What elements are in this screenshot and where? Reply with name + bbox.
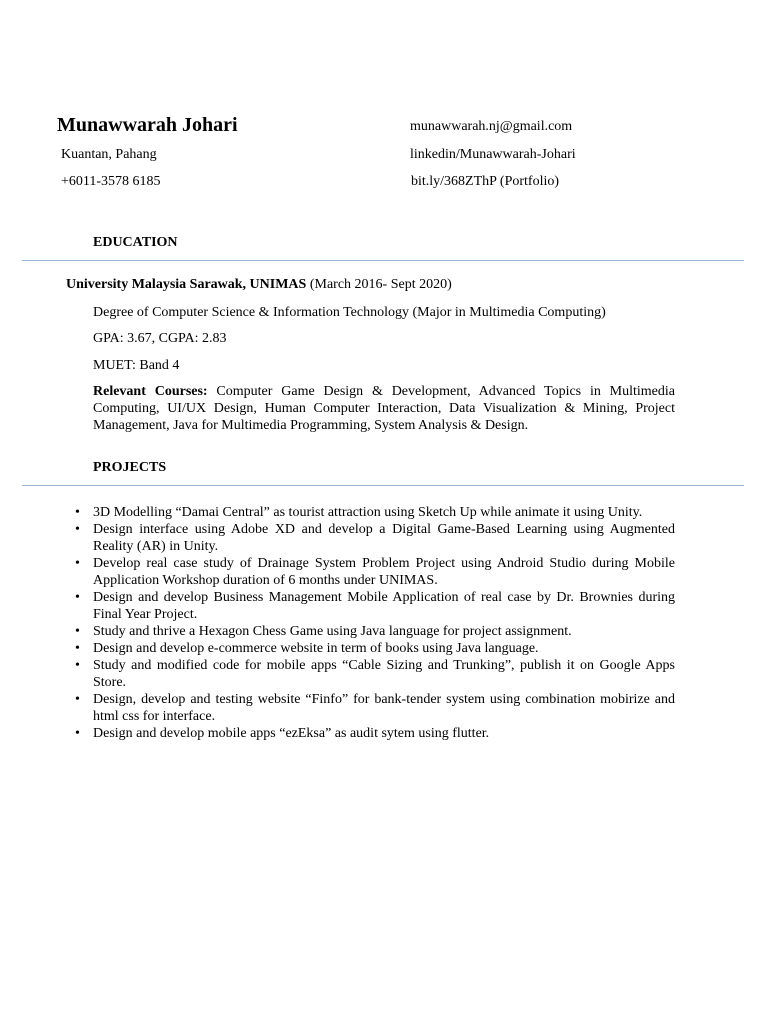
list-item: • Design and develop e-commerce website in term of books using Java language.: [93, 640, 675, 657]
list-item: • Develop real case study of Drainage System Problem Project using Android Studio during Mobile Application Workshop duration of 6 months under UNIMAS.: [93, 555, 675, 589]
list-item: • Study and thrive a Hexagon Chess Game using Java language for project assignment.: [93, 623, 675, 640]
degree: Degree of Computer Science & Information Technology (Major in Multimedia Computing): [93, 305, 606, 320]
email[interactable]: munawwarah.nj@gmail.com: [410, 119, 573, 134]
list-item: • Study and modified code for mobile apps “Cable Sizing and Trunking”, publish it on Google Apps Store.: [93, 657, 675, 691]
gpa: GPA: 3.67, CGPA: 2.83: [93, 331, 227, 346]
education-school-line: [66, 277, 452, 293]
courses-label: Relevant Courses:: [93, 384, 208, 399]
projects-divider: [22, 485, 744, 486]
list-item: • Design interface using Adobe XD and develop a Digital Game-Based Learning using Augmented Reality (AR) in Unity.: [93, 521, 675, 555]
projects-heading: PROJECTS: [93, 460, 167, 475]
portfolio-link[interactable]: bit.ly/368ZThP (Portfolio): [411, 174, 560, 189]
list-item: • Design and develop Business Management Mobile Application of real case by Dr. Brownies during Final Year Project.: [93, 589, 675, 623]
candidate-name: Munawwarah Johari: [57, 114, 238, 136]
phone: +6011-3578 6185: [61, 174, 161, 189]
education-heading: EDUCATION: [93, 235, 178, 250]
list-item: • 3D Modelling “Damai Central” as tourist attraction using Sketch Up while animate it using Unity.: [93, 504, 675, 521]
education-divider: [22, 260, 744, 261]
school-name: University Malaysia Sarawak, UNIMAS: [66, 277, 307, 292]
muet: MUET: Band 4: [93, 358, 180, 373]
list-item: • Design, develop and testing website “Finfo” for bank-tender system using combination mobirize and html css for interface.: [93, 691, 675, 725]
list-item: • Design and develop mobile apps “ezEksa” as audit sytem using flutter.: [93, 725, 675, 742]
linkedin[interactable]: linkedin/Munawwarah-Johari: [410, 147, 576, 162]
relevant-courses: [93, 383, 675, 434]
study-period: (March 2016- Sept 2020): [306, 277, 452, 292]
courses-text: Computer Game Design & Development, Advanced Topics in Multimedia Computing, UI/UX Design, Human Computer Interaction, Data Visualization & Mining, Project Management, Java for Multimedia Programming, System Analysis & Design.: [93, 384, 675, 433]
location: Kuantan, Pahang: [61, 147, 157, 162]
projects-list: [93, 504, 675, 742]
